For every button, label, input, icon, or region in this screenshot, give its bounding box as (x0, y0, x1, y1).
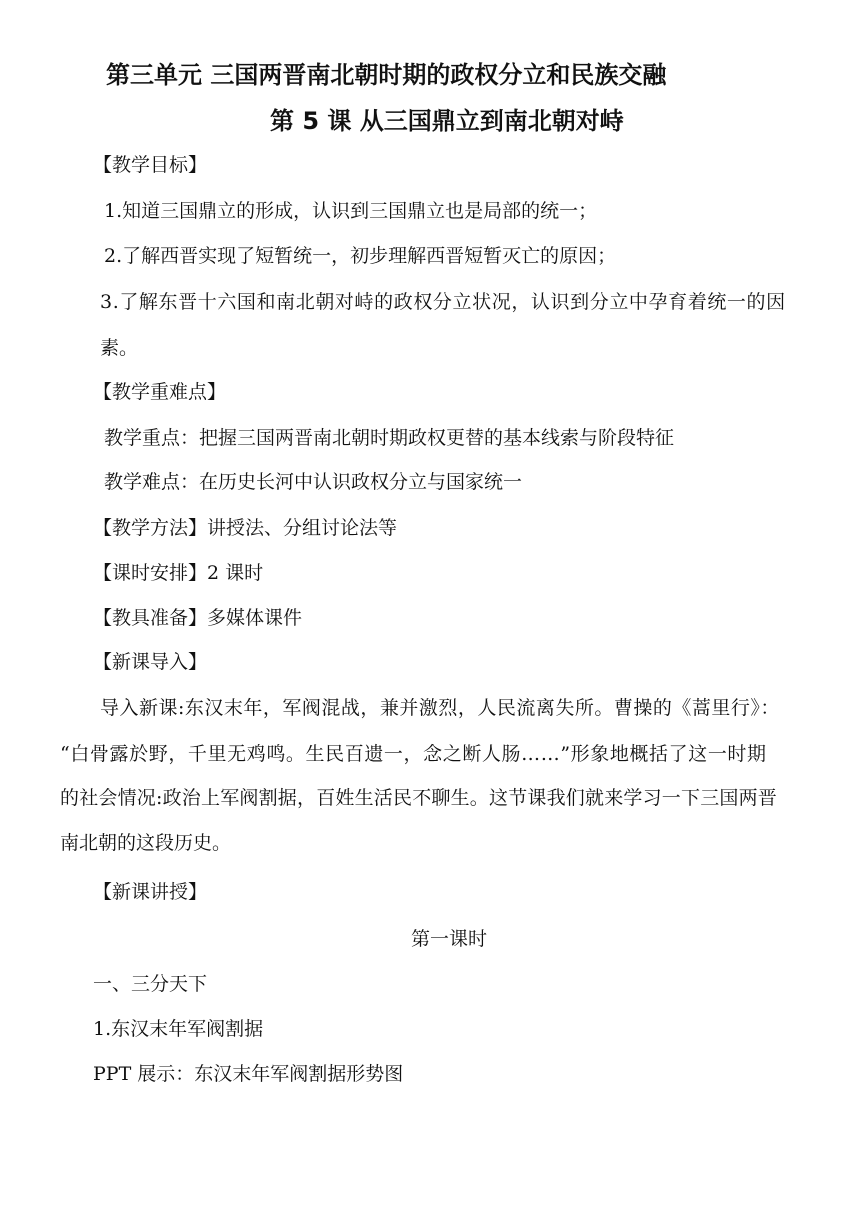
intro-line-1: 导入新课:东汉末年，军阀混战，兼并激烈，人民流离失所。曹操的《蒿里行》： (100, 697, 780, 719)
intro-line-3: 的社会情况:政治上军阀割据，百姓生活民不聊生。这节课我们就来学习一下三国两晋 (60, 787, 778, 809)
schedule: 【课时安排】2 课时 (93, 562, 264, 584)
objective-item-3: 3.了解东晋十六国和南北朝对峙的政权分立状况，认识到分立中孕育着统一的因 (100, 291, 786, 313)
key-focus: 教学重点：把握三国两晋南北朝时期政权更替的基本线索与阶段特征 (104, 427, 675, 449)
intro-line-2: “白骨露於野，千里无鸡鸣。生民百遗一，念之断人肠……”形象地概括了这一时期 (60, 743, 767, 765)
lesson-title: 第 5 课 从三国鼎立到南北朝对峙 (270, 107, 624, 135)
unit-title: 第三单元 三国两晋南北朝时期的政权分立和民族交融 (106, 61, 667, 89)
subsection-heading: 1.东汉末年军阀割据 (93, 1018, 264, 1040)
intro-line-4: 南北朝的这段历史。 (60, 832, 232, 854)
teaching-method: 【教学方法】讲授法、分组讨论法等 (93, 517, 398, 539)
objectives-heading: 【教学目标】 (93, 154, 208, 176)
objective-item-1: 1.知道三国鼎立的形成，认识到三国鼎立也是局部的统一； (104, 200, 598, 222)
lecture-heading: 【新课讲授】 (93, 881, 208, 903)
intro-heading: 【新课导入】 (93, 651, 208, 673)
key-points-heading: 【教学重难点】 (93, 381, 227, 403)
session-label: 第一课时 (411, 928, 488, 950)
section-heading: 一、三分天下 (93, 973, 208, 995)
materials: 【教具准备】多媒体课件 (93, 607, 303, 629)
key-difficulty: 教学难点：在历史长河中认识政权分立与国家统一 (104, 471, 523, 493)
ppt-note: PPT 展示：东汉末年军阀割据形势图 (93, 1063, 404, 1085)
objective-item-2: 2.了解西晋实现了短暂统一，初步理解西晋短暂灭亡的原因； (104, 245, 617, 267)
objective-item-3-cont: 素。 (100, 337, 139, 359)
